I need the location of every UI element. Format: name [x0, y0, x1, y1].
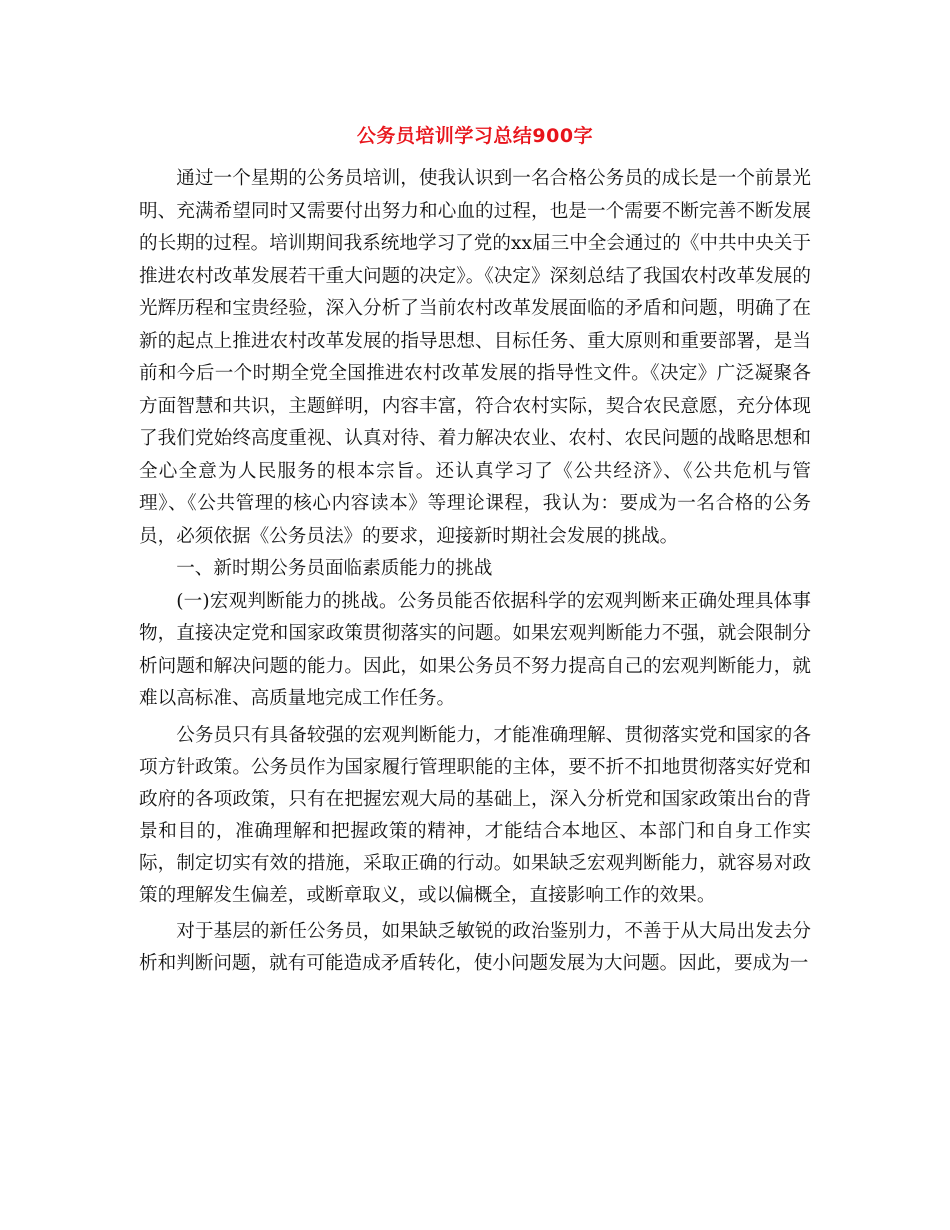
paragraph-grassroots: 对于基层的新任公务员，如果缺乏敏锐的政治鉴别力，不善于从大局出发去分析和判断问题，就有可能造成矛盾转化，使小问题发展为大问题。因此，要成为一 [139, 920, 811, 974]
document-body [139, 163, 811, 980]
paragraph-policy: 公务员只有具备较强的宏观判断能力，才能准确理解、贯彻落实党和国家的各项方针政策。公务员作为国家履行管理职能的主体，要不折不扣地贯彻落实好党和政府的各项政策，只有在把握宏观大局的基础上，深入分析党和国家政策出台的背景和目的，准确理解和把握政策的精神，才能结合本地区、本部门和自身工作实际，制定切实有效的措施，采取正确的行动。如果缺乏宏观判断能力，就容易对政策的理解发生偏差，或断章取义，或以偏概全，直接影响工作的效果。 [139, 724, 811, 906]
paragraph-intro: 通过一个星期的公务员培训，使我认识到一名合格公务员的成长是一个前景光明、充满希望同时又需要付出努力和心血的过程，也是一个需要不断完善不断发展的长期的过程。培训期间我系统地学习了党的xx届三中全会通过的《中共中央关于推进农村改革发展若干重大问题的决定》。《决定》深刻总结了我国农村改革发展的光辉历程和宝贵经验，深入分析了当前农村改革发展面临的矛盾和问题，明确了在新的起点上推进农村改革发展的指导思想、目标任务、重大原则和重要部署，是当前和今后一个时期全党全国推进农村改革发展的指导性文件。《决定》广泛凝聚各方面智慧和共识，主题鲜明，内容丰富，符合农村实际，契合农民意愿，充分体现了我们党始终高度重视、认真对待、着力解决农业、农村、农民问题的战略思想和全心全意为人民服务的根本宗旨。还认真学习了《公共经济》、《公共危机与管理》、《公共管理的核心内容读本》等理论课程，我认为：要成为一名合格的公务员，必须依据《公务员法》的要求，迎接新时期社会发展的挑战。 [139, 168, 811, 547]
section-heading: 一、新时期公务员面临素质能力的挑战 [176, 558, 493, 579]
paragraph-macro-judgment: (一)宏观判断能力的挑战。公务员能否依据科学的宏观判断来正确处理具体事物，直接决定党和国家政策贯彻落实的问题。如果宏观判断能力不强，就会限制分析问题和解决问题的能力。因此，如果公务员不努力提高自己的宏观判断能力，就难以高标准、高质量地完成工作任务。 [139, 590, 811, 709]
document-title: 公务员培训学习总结900字 [356, 125, 594, 147]
